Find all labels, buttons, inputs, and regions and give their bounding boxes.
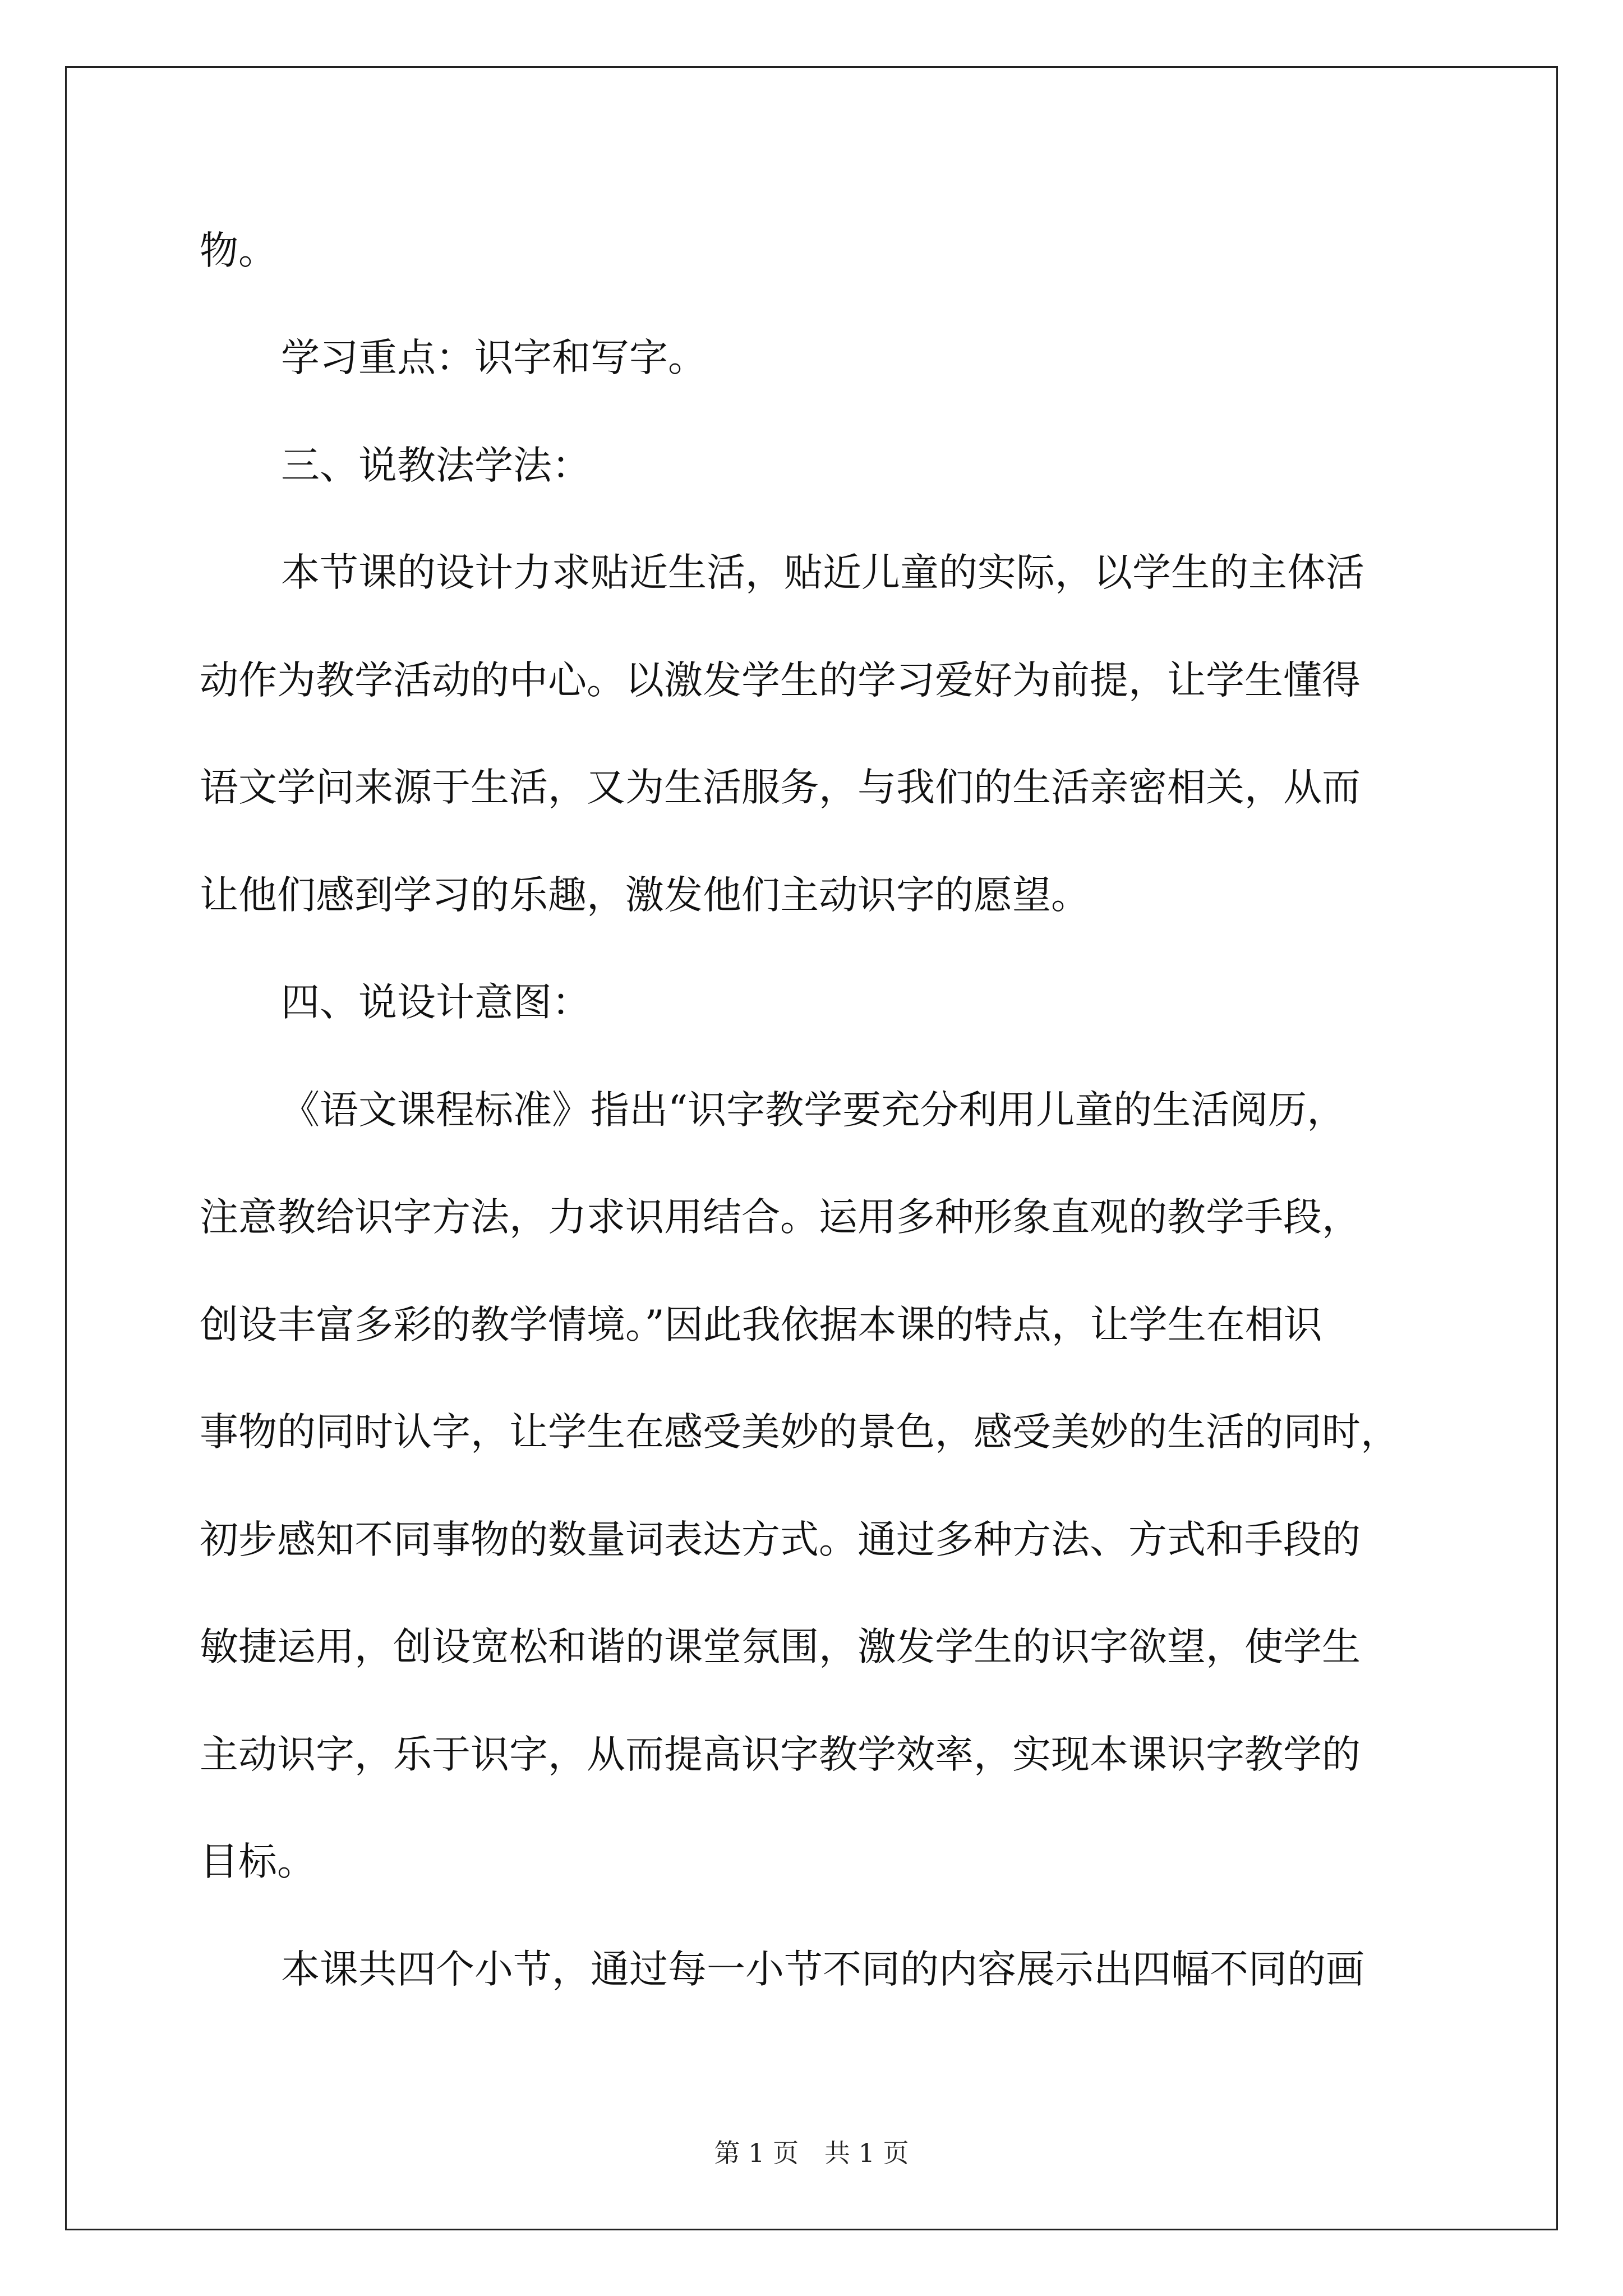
section-heading: 三、说教法学法： bbox=[281, 443, 591, 488]
section-heading: 四、说设计意图： bbox=[281, 980, 591, 1025]
page-border bbox=[65, 66, 1558, 2230]
text-line: 本节课的设计力求贴近生活，贴近儿童的实际，以学生的主体活 bbox=[281, 550, 1364, 595]
text-line: 让他们感到学习的乐趣，激发他们主动识字的愿望。 bbox=[200, 873, 1090, 918]
text-line: 《语文课程标准》指出“识字教学要充分利用儿童的生活阅历， bbox=[281, 1088, 1346, 1133]
text-line: 物。 bbox=[200, 228, 277, 273]
text-line: 敏捷运用，创设宽松和谐的课堂氛围，激发学生的识字欲望，使学生 bbox=[200, 1625, 1361, 1669]
text-line: 事物的同时认字，让学生在感受美妙的景色，感受美妙的生活的同时， bbox=[200, 1410, 1399, 1455]
text-line: 创设丰富多彩的教学情境。”因此我依据本课的特点，让学生在相识 bbox=[200, 1303, 1322, 1347]
text-line: 目标。 bbox=[200, 1839, 316, 1884]
text-line: 语文学问来源于生活，又为生活服务，与我们的生活亲密相关，从而 bbox=[200, 765, 1361, 810]
text-line: 动作为教学活动的中心。以激发学生的学习爱好为前提，让学生懂得 bbox=[200, 658, 1361, 703]
page-number: 第 1 页 共 1 页 bbox=[714, 2138, 909, 2168]
text-line: 注意教给识字方法，力求识用结合。运用多种形象直观的教学手段， bbox=[200, 1195, 1361, 1240]
text-line: 本课共四个小节，通过每一小节不同的内容展示出四幅不同的画 bbox=[281, 1947, 1364, 1992]
text-line: 主动识字，乐于识字，从而提高识字教学效率，实现本课识字教学的 bbox=[200, 1732, 1361, 1777]
text-line: 学习重点：识字和写字。 bbox=[281, 335, 707, 380]
text-line: 初步感知不同事物的数量词表达方式。通过多种方法、方式和手段的 bbox=[200, 1517, 1361, 1562]
